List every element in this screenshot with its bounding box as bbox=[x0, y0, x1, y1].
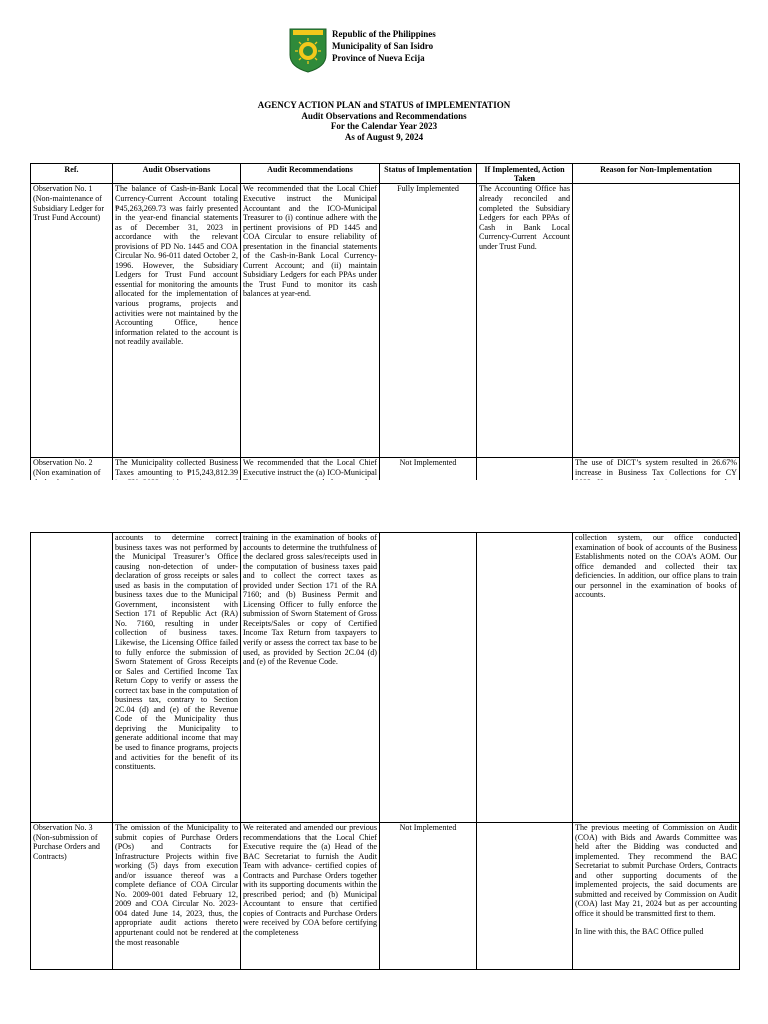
document-page-1 bbox=[0, 0, 768, 480]
municipality-text: Municipality of San Isidro bbox=[332, 41, 434, 51]
observation-cell: accounts to determine correct business taxes was not performed by the Municipal Treasurer’s Office causing non-detection of under-declaration of gross receipts or sales used as basis in the computation of business taxes due to the Municipal Government, inconsistent with Section 171 of Republic Act (RA) No. 7160, resulting in under collection of business taxes. Likewise, the Licensing Office failed to fully enforce the submission of Sworn Statement of Gross Receipts or Sales and Certified Income Tax Return Copy to verify or assess the correct tax base in the computation of business tax, contrary to Section 2C.04 (d) and (e) of the Revenue Code of the Municipality thus depriving the Municipality to generate additional income that may be used to finance programs, projects and activities for the benefit of its constituents. bbox=[113, 533, 241, 823]
status-cell bbox=[380, 533, 477, 823]
province-text: Province of Nueva Ecija bbox=[332, 53, 425, 63]
table-row bbox=[31, 823, 740, 970]
table-row bbox=[31, 533, 740, 823]
reason-paragraph-2: In line with this, the BAC Office pulled bbox=[575, 927, 704, 937]
status-cell: Not Implemented bbox=[380, 458, 477, 543]
action-cell bbox=[477, 533, 573, 823]
action-cell: The Accounting Office has already reconciled and completed the Subsidiary Ledgers for each PPAs of Cash in Bank Local Currency-Current Account under Trust Fund. bbox=[477, 184, 573, 458]
col-header-action: If Implemented, Action Taken bbox=[477, 164, 573, 184]
document-page-2 bbox=[0, 480, 768, 1024]
col-header-ref: Ref. bbox=[31, 164, 113, 184]
municipal-seal-icon bbox=[286, 25, 330, 73]
col-header-observations: Audit Observations bbox=[113, 164, 241, 184]
ref-cell: Observation No. 1 (Non-maintenance of Subsidiary Ledger for Trust Fund Account) bbox=[31, 184, 113, 458]
government-header bbox=[332, 28, 436, 64]
document-title bbox=[0, 100, 768, 142]
observation-cell: The omission of the Municipality to submit copies of Purchase Orders (POs) and Contracts for Infrastructure Projects within five working (5) days from execution and/or issuance thereof was a complete defiance of COA Circular No. 2009-001 dated February 12, 2009 and COA Circular No. 2023-004 dated June 14, 2023, thus, the appropriate audit actions thereto appurtenant could not be rendered at the most reasonable bbox=[113, 823, 241, 970]
observation-cell: The balance of Cash-in-Bank Local Currency-Current Account totaling ₱45,263,269.73 was fairly presented in the year-end financial statements as of December 31, 2023 in accordance with the relevant provisions of PD No. 1445 and COA Circular No. 96-011 dated October 2, 1996. However, the Subsidiary Ledgers for Trust Fund account essential for monitoring the amounts allocated for the implementation of various programs, projects and activities were not maintained by the Accounting Office, hence information related to the account is not readily available. bbox=[113, 184, 241, 458]
recommendation-cell: We recommended that the Local Chief Executive instruct the (a) ICO-Municipal bbox=[241, 458, 380, 543]
col-header-recommendations: Audit Recommendations bbox=[241, 164, 380, 184]
table-row bbox=[31, 184, 740, 458]
title-line-4: As of August 9, 2024 bbox=[344, 131, 424, 142]
reason-cell: The use of DICT’s system resulted in 26.67% increase in Business Tax Collections for CY bbox=[573, 458, 740, 543]
ref-cell: Observation No. 2 (Non examination of bbox=[31, 458, 113, 543]
reason-cell: collection system, our office conducted examination of book of accounts of the Business Establishments noted on the COA’s AOM. Our office demanded and collected their tax deficiencies. In addition, our office plans to train our personnel in the examination of books of accounts. bbox=[573, 533, 740, 823]
col-header-status: Status of Implementation bbox=[380, 164, 477, 184]
reason-cell bbox=[573, 184, 740, 458]
observation-cell: The Municipality collected Business Taxes amounting to ₱15,243,812.39 bbox=[113, 458, 241, 543]
col-header-reason: Reason for Non-Implementation bbox=[573, 164, 740, 184]
recommendation-cell: We recommended that the Local Chief Executive instruct the Municipal Accountant and the ICO-Municipal Treasurer to (i) continue adhere with the pertinent provisions of PD 1445 and COA Circular to ensure reliability of presentation in the financial statements of the Cash-in-Bank Local Currency-Current Account; and (ii) maintain Subsidiary Ledgers for each PPAs under the Trust Fund to monitor its cash balances at year-end. bbox=[241, 184, 380, 458]
republic-text: Republic of the Philippines bbox=[332, 29, 436, 39]
reason-paragraph-1: The previous meeting of Commission on Audit (COA) with Bids and Awards Committee was held after the Bidding was conducted and implemented. They recommend the BAC Secretariat to submit Purchase Orders, Contracts and other supporting documents of the implemented projects, the said documents are submitted and received by Commission on Audit (COA) last May 21, 2024 but as per accounting office it should be transmitted first to them. bbox=[575, 823, 737, 918]
recommendation-cell: We reiterated and amended our previous recommendations that the Local Chief Executive require the (a) Head of the BAC Secretariat to furnish the Audit Team with advance- certified copies of Contracts and Purchase Orders together with its supporting documents within the prescribed period; and (b) Municipal Accountant to ensure that certified copies of Contracts and Purchase Orders were received by COA before certifying the completeness bbox=[241, 823, 380, 970]
table-header-row bbox=[31, 164, 740, 184]
title-line-2: Audit Observations and Recommendations bbox=[301, 110, 467, 121]
action-plan-table-continued bbox=[30, 532, 740, 970]
ref-cell: Observation No. 3 (Non-submission of Purchase Orders and Contracts) bbox=[31, 823, 113, 970]
action-cell bbox=[477, 823, 573, 970]
status-cell: Fully Implemented bbox=[380, 184, 477, 458]
title-line-1: AGENCY ACTION PLAN and STATUS of IMPLEMENTATION bbox=[257, 100, 511, 110]
status-cell: Not Implemented bbox=[380, 823, 477, 970]
ref-cell bbox=[31, 533, 113, 823]
title-line-3: For the Calendar Year 2023 bbox=[330, 121, 438, 131]
recommendation-cell: training in the examination of books of accounts to determine the truthfulness of the declared gross sales/receipts used in the computation of business taxes paid and to collect the correct taxes as provided under Section 171 of the RA 7160; and (b) Business Permit and Licensing Officer to fully enforce the submission of Sworn Statement of Gross Receipts/Sales or copy of Certified Income Tax Return from taxpayers to verify or assess the correct tax base to be used, as provided by Section 2C.04 (d) and (e) of the Revenue Code. bbox=[241, 533, 380, 823]
reason-cell bbox=[573, 823, 740, 970]
